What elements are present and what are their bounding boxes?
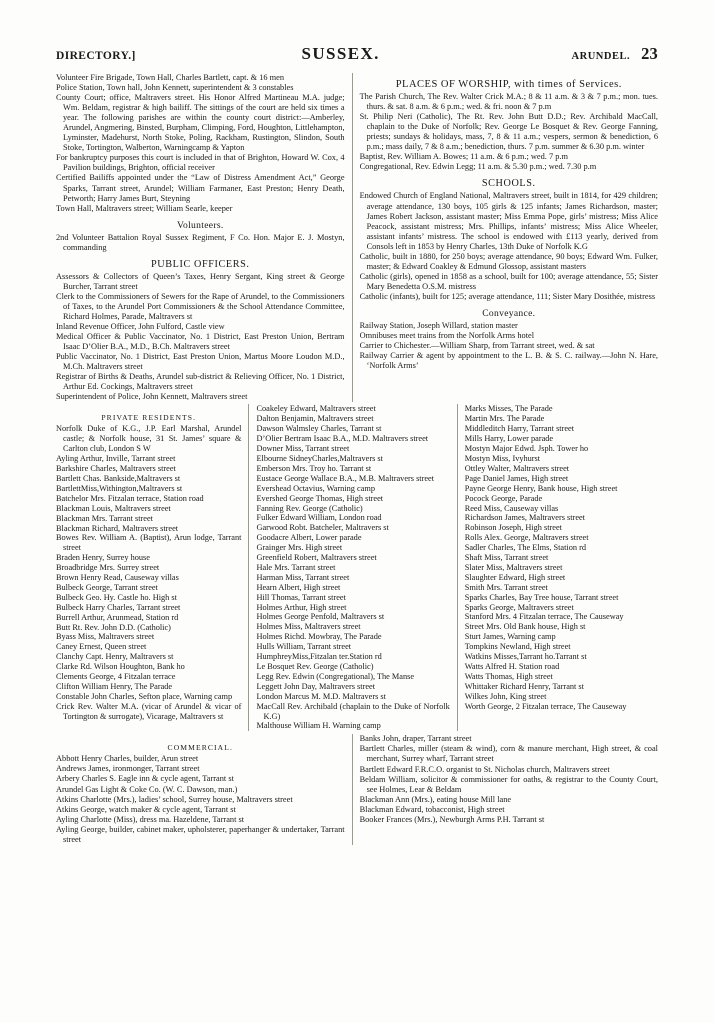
section-heading-volunteers: Volunteers. — [177, 219, 224, 231]
list-item: Norfolk Duke of K.G., J.P. Earl Marshal, Arundel castle; & Norfolk house, 31 St. James’ square & Carlton club, London S W — [56, 424, 242, 454]
list-item: Ayling Charlotte (Miss), dress ma. Hazeldene, Tarrant st — [56, 814, 245, 824]
entry: Baptist, Rev. William A. Bowes; 11 a.m. & 6 p.m.; wed. 7 p.m — [359, 152, 568, 162]
list-item: Arundel Gas Light & Coke Co. (W. C. Dawson, man.) — [56, 784, 238, 794]
list-item: Holmes Arthur, High street — [256, 602, 347, 612]
entry: Railway Station, Joseph Willard, station master — [359, 321, 518, 331]
list-item: Greenfield Robert, Maltravers street — [256, 553, 377, 563]
list-item: Goodacre Albert, Lower parade — [256, 533, 362, 543]
list-item: Andrews James, ironmonger, Tarrant street — [56, 764, 200, 774]
column-divider — [457, 404, 458, 731]
entry: Inland Revenue Officer, John Fulford, Castle view — [56, 322, 225, 332]
list-item: Crick Rev. Walter M.A. (vicar of Arundel & vicar of Tortington & surrogate), Vicarage, Maltravers st — [56, 701, 242, 721]
commercial-column-2 — [360, 734, 658, 844]
list-item: Martin Mrs. The Parade — [464, 414, 545, 424]
list-item: Watkins Misses,Tarrant ho.Tarrant st — [464, 652, 587, 662]
list-item: Holmes Richd. Mowbray, The Parade — [256, 632, 382, 642]
column-divider — [248, 404, 249, 731]
entry: Public Vaccinator, No. 1 District, East Preston Union, Martus Moore Loudon M.D., M.Ch. Maltravers street — [56, 352, 345, 372]
entry: Volunteer Fire Brigade, Town Hall, Charles Bartlett, capt. & 16 men — [56, 73, 285, 82]
list-item: Whittaker Richard Henry, Tarrant st — [464, 681, 584, 691]
list-item: Bartlett Charles, miller (steam & wind), corn & manure merchant, High street, & coal merchant, Surrey wharf, Tarrant street — [359, 744, 658, 764]
list-item: Blackman Richard, Maltravers street — [56, 523, 179, 533]
list-item: London Marcus M. M.D. Maltravers st — [256, 691, 386, 701]
places-of-worship-list — [360, 92, 658, 172]
list-item: Hale Mrs. Tarrant street — [256, 562, 336, 572]
list-item: Stanford Mrs. 4 Fitzalan terrace, The Causeway — [464, 612, 624, 622]
list-item: Brown Henry Read, Causeway villas — [56, 573, 179, 583]
list-item: Dawson Walmsley Charles, Tarrant st — [256, 424, 382, 434]
entry: Assessors & Collectors of Queen’s Taxes, Henry Sergant, King street & George Burcher, Tarrant street — [56, 271, 345, 291]
section-heading-schools: SCHOOLS. — [481, 178, 536, 190]
entry: Certified Bailiffs appointed under the “Law of Distress Amendment Act,” George Sparks, Tarrant street, Arundel; William Farmaner, East Preston; Henry Death, Petworth; Harry James Burt, Steyning — [56, 173, 345, 203]
list-item: Street Mrs. Old Bank house, High st — [464, 622, 586, 632]
running-head-right — [572, 44, 658, 64]
entry: County Court; office, Maltravers street. His Honor Alfred Martineau M.A. judge; Wm. Beldam, registrar & high bailiff. The sittings of the court are held six times a year. The following parishes are within the county court district:—Amberley, Arundel, Angmering, Binsted, Burpham, Climping, Ford, Houghton, Littlehampton, Lyminster, Madehurst, North Stoke, Poling, Rackham, Rustington, Slindon, South Stoke, Tortington, Walberton, Warningcamp & Yapton — [56, 93, 345, 153]
list-item: Clements George, 4 Fitzalan terrace — [56, 672, 176, 682]
list-item: Blackman Edward, tobacconist, High street — [359, 804, 505, 814]
list-item: Burrell Arthur, Arunmead, Station rd — [56, 612, 179, 622]
list-item: Banks John, draper, Tarrant street — [359, 734, 472, 744]
list-item: Watts Thomas, High street — [464, 671, 553, 681]
page-number: 23 — [641, 44, 658, 63]
column-divider — [352, 734, 353, 844]
list-item: Fulker Edward William, London road — [256, 513, 382, 523]
list-item: Slater Miss, Maltravers street — [464, 562, 563, 572]
list-item: Legg Rev. Edwin (Congregational), The Manse — [256, 671, 415, 681]
list-item: Eustace George Wallace B.A., M.B. Maltravers street — [256, 473, 435, 483]
list-item: Middleditch Harry, Tarrant street — [464, 424, 575, 434]
list-item: Pocock George, Parade — [464, 493, 543, 503]
entry: Railway Carrier & agent by appointment to the L. B. & S. C. railway.—John N. Hare, ‘Norfolk Arms’ — [359, 351, 658, 371]
list-item: Sparks George, Maltravers street — [464, 602, 574, 612]
private-residents-column-1 — [56, 404, 241, 731]
list-item: Sparks Charles, Bay Tree house, Tarrant street — [464, 592, 619, 602]
list-item: Reed Miss, Causeway villas — [464, 503, 559, 513]
list-item: Atkins Charlotte (Mrs.), ladies’ school, Surrey house, Maltravers street — [56, 794, 293, 804]
running-head-county: SUSSEX. — [301, 44, 380, 63]
entry: Catholic, built in 1880, for 250 boys; average attendance, 90 boys; Edward Wm. Fulker, master; & Edward Coakley & Edmund Glossop, assistant masters — [359, 251, 658, 271]
list-item: Bulbeck Harry Charles, Tarrant street — [56, 602, 181, 612]
list-item: Clanchy Capt. Henry, Maltravers st — [56, 652, 174, 662]
list-item: Batchelor Mrs. Fitzalan terrace, Station road — [56, 493, 204, 503]
commercial-column-1 — [56, 734, 345, 844]
entry: St. Philip Neri (Catholic), The Rt. Rev. John Butt D.D.; Rev. Archibald MacCall, chaplain to the Duke of Norfolk; Rev. George Le Bosquet & Rev. George Fanning, priests; sundays & holidays, mass, 7, 8 & 11 a.m.; vespers, sermon & benediction, 6 p.m.; mass daily, 7 & 8 a.m.; benediction, thurs. 7 p.m. summer & 6.30 p.m. winter — [359, 112, 658, 152]
section-heading-commercial: COMMERCIAL. — [167, 743, 234, 753]
list-item: Watts Alfred H. Station road — [464, 662, 560, 672]
list-item: Bartlett Edward F.R.C.O. organist to St. Nicholas church, Maltravers street — [359, 764, 610, 774]
top-two-column-block — [56, 73, 658, 402]
list-item: Arbery Charles S. Eagle inn & cycle agent, Tarrant st — [56, 774, 234, 784]
list-item: Caney Ernest, Queen street — [56, 642, 147, 652]
list-item: Rolls Alex. George, Maltravers street — [464, 533, 589, 543]
private-residents-column-3 — [465, 404, 658, 731]
schools-list — [360, 191, 658, 302]
entry: Carrier to Chichester.—William Sharp, from Tarrant street, wed. & sat — [359, 341, 595, 351]
list-item: Byass Miss, Maltravers street — [56, 632, 155, 642]
public-officers-list — [56, 272, 345, 403]
list-item: Malthouse William H. Warning camp — [256, 721, 381, 731]
list-item: Worth George, 2 Fitzalan terrace, The Causeway — [464, 701, 627, 711]
list-item: Shaft Miss, Tarrant street — [464, 553, 549, 563]
volunteers-list — [56, 233, 345, 253]
list-item: Grainger Mrs. High street — [256, 543, 343, 553]
list-item: Mostyn Miss, Ivyhurst — [464, 453, 541, 463]
public-institutions-list — [56, 73, 345, 214]
list-item: Broadbridge Mrs. Surrey street — [56, 563, 160, 573]
list-item: Sadler Charles, The Elms, Station rd — [464, 543, 587, 553]
list-item: Sturt James, Warning camp — [464, 632, 556, 642]
list-item: Mostyn Major Edwd. Jsph. Tower ho — [464, 444, 589, 454]
list-item: Evershead Octavius, Warning camp — [256, 483, 375, 493]
list-item: Evershed George Thomas, High street — [256, 493, 384, 503]
list-item: Blackman Louis, Maltravers street — [56, 503, 171, 513]
entry: The Parish Church, The Rev. Walter Crick M.A.; 8 & 11 a.m. & 3 & 7 p.m.; mon. tues. thurs. & sat. 8 a.m. & 6 p.m.; wed. & fri. noon & 7 p.m — [359, 92, 658, 112]
list-item: Butt Rt. Rev. John D.D. (Catholic) — [56, 622, 171, 632]
list-item: Blackman Ann (Mrs.), eating house Mill lane — [359, 794, 512, 804]
list-item: Leggett John Day, Maltravers street — [256, 681, 376, 691]
list-item: Coakeley Edward, Maltravers street — [256, 404, 376, 414]
section-heading-conveyance: Conveyance. — [482, 307, 536, 319]
section-heading-private-residents: PRIVATE RESIDENTS. — [101, 413, 197, 423]
entry: Medical Officer & Public Vaccinator, No. 1 District, East Preston Union, Bertram Isaac D’Olier B.A., M.D., B.Ch. Maltravers street — [56, 332, 345, 352]
list-item: Holmes Miss, Maltravers street — [256, 622, 361, 632]
list-item: Bartlett Chas. Bankside,Maltravers st — [56, 473, 181, 483]
entry: For bankruptcy purposes this court is included in that of Brighton, Howard W. Cox, 4 Pavilion buildings, Brighton, official receiver — [56, 153, 345, 173]
entry: Clerk to the Commissioners of Sewers for the Rape of Arundel, to the Commissioners of Taxes, to the Arundel Port Commissioners & the School Attendance Committee, Richard Holmes, Parade, Maltravers st — [56, 291, 345, 322]
list-item: Mills Harry, Lower parade — [464, 434, 554, 444]
list-item: Smith Mrs. Tarrant street — [464, 582, 548, 592]
list-item: Booker Frances (Mrs.), Newburgh Arms P.H. Tarrant st — [359, 814, 545, 824]
entry: Catholic (girls), opened in 1858 as a school, built for 100; average attendance, 55; Sister Mary Benedetta O.S.M. mistress — [359, 271, 658, 291]
private-residents-section — [56, 404, 658, 731]
list-item: Garwood Robt. Batcheler, Maltravers st — [256, 523, 389, 533]
entry: Superintendent of Police, John Kennett, Maltravers street — [56, 392, 248, 402]
list-item: Page Daniel James, High street — [464, 473, 569, 483]
column-divider — [352, 73, 353, 402]
running-head-place: ARUNDEL. — [571, 51, 631, 62]
list-item: Clifton William Henry, The Parade — [56, 682, 173, 692]
list-item: Elbourne SidneyCharles,Maltravers st — [256, 453, 383, 463]
private-residents-list-1 — [56, 424, 241, 721]
list-item: Hulls William, Tarrant street — [256, 642, 352, 652]
running-head-left: DIRECTORY.] — [56, 50, 136, 62]
list-item: BartlettMiss,Withington,Maltravers st — [56, 483, 183, 493]
list-item: Hearn Albert, High street — [256, 582, 341, 592]
list-item: Harman Miss, Tarrant street — [256, 572, 350, 582]
commercial-section — [56, 734, 658, 844]
entry: Town Hall, Maltravers street; William Searle, keeper — [56, 203, 233, 213]
list-item: Ayling Arthur, Inville, Tarrant street — [56, 454, 176, 464]
private-residents-column-2 — [256, 404, 449, 731]
entry: 2nd Volunteer Battalion Royal Sussex Regiment, F Co. Hon. Major E. J. Mostyn, commanding — [56, 232, 345, 252]
entry: Congregational, Rev. Edwin Legg; 11 a.m. & 5.30 p.m.; wed. 7.30 p.m — [359, 162, 597, 172]
list-item: Dalton Benjamin, Maltravers street — [256, 414, 374, 424]
entry: Police Station, Town hall, John Kennett, superintendent & 3 constables — [56, 83, 294, 93]
list-item: Barkshire Charles, Maltravers street — [56, 464, 176, 474]
list-item: Braden Henry, Surrey house — [56, 553, 150, 563]
list-item: Ottley Walter, Maltravers street — [464, 463, 570, 473]
left-column — [56, 73, 345, 402]
list-item: Marks Misses, The Parade — [464, 404, 553, 414]
list-item: Abbott Henry Charles, builder, Arun street — [56, 754, 199, 764]
list-item: Emberson Mrs. Troy ho. Tarrant st — [256, 463, 372, 473]
running-head — [56, 44, 658, 64]
commercial-list-1 — [56, 754, 345, 844]
list-item: Robinson Joseph, High street — [464, 523, 562, 533]
list-item: Ayling George, builder, cabinet maker, upholsterer, paperhanger & undertaker, Tarrant street — [56, 824, 345, 844]
list-item: Payne George Henry, Bank house, High street — [464, 483, 618, 493]
list-item: HumphreyMiss,Fitzalan ter.Station rd — [256, 652, 382, 662]
right-column — [360, 73, 658, 402]
section-heading-places-of-worship: PLACES OF WORSHIP, with times of Services. — [395, 79, 622, 90]
list-item: Slaughter Edward, High street — [464, 572, 566, 582]
list-item: Holmes George Penfold, Maltravers st — [256, 612, 385, 622]
list-item: Tompkins Newland, High street — [464, 642, 571, 652]
list-item: Blackman Mrs. Tarrant street — [56, 513, 153, 523]
list-item: Bowes Rev. William A. (Baptist), Arun lodge, Tarrant street — [56, 533, 242, 553]
section-heading-public-officers: PUBLIC OFFICERS. — [151, 258, 250, 270]
list-item: Bulbeck Geo. Hy. Castle ho. High st — [56, 592, 177, 602]
list-item: Wilkes John, King street — [464, 691, 547, 701]
list-item: Hill Thomas, Tarrant street — [256, 592, 346, 602]
entry: Registrar of Births & Deaths, Arundel sub-district & Relieving Officer, No. 1 District, Arthur Ed. Cockings, Maltravers street — [56, 372, 345, 392]
conveyance-list — [360, 321, 658, 371]
list-item: Downer Miss, Tarrant street — [256, 444, 350, 454]
list-item: MacCall Rev. Archibald (chaplain to the Duke of Norfolk K.G) — [256, 701, 450, 721]
entry: Omnibuses meet trains from the Norfolk Arms hotel — [359, 331, 535, 341]
list-item: Atkins George, watch maker & cycle agent, Tarrant st — [56, 804, 236, 814]
list-item: Fanning Rev. George (Catholic) — [256, 503, 363, 513]
list-item: D’Olier Bertram Isaac B.A., M.D. Maltravers street — [256, 434, 429, 444]
list-item: Clarke Rd. Wilson Houghton, Bank ho — [56, 662, 185, 672]
list-item: Constable John Charles, Sefton place, Warning camp — [56, 691, 233, 701]
entry: Catholic (infants), built for 125; average attendance, 111; Sister Mary Dosithée, mistress — [359, 291, 656, 301]
list-item: Richardson James, Maltravers street — [464, 513, 585, 523]
list-item: Bulbeck George, Tarrant street — [56, 582, 158, 592]
entry: Endowed Church of England National, Maltravers street, built in 1814, for 429 children; average attendance, 130 boys, 105 girls & 125 infants; James Richardson, master; James Robert Jackson, assistant master; Miss Emma Pope, girls’ mistress; Miss Alice Peacock, assistant mistress; Mrs. Phillips, infants’ mistress; Miss Alice Wheeler, assistant infants’ mistress. The school is endowed with £113 yearly, derived from Consols left in 1853 by Henry Charles, 13th Duke of Norfolk K.G — [359, 191, 658, 251]
list-item: Beldam William, solicitor & commissioner for oaths, & registrar to the County Court, see Holmes, Lear & Beldam — [359, 774, 658, 794]
list-item: Le Bosquet Rev. George (Catholic) — [256, 662, 374, 672]
